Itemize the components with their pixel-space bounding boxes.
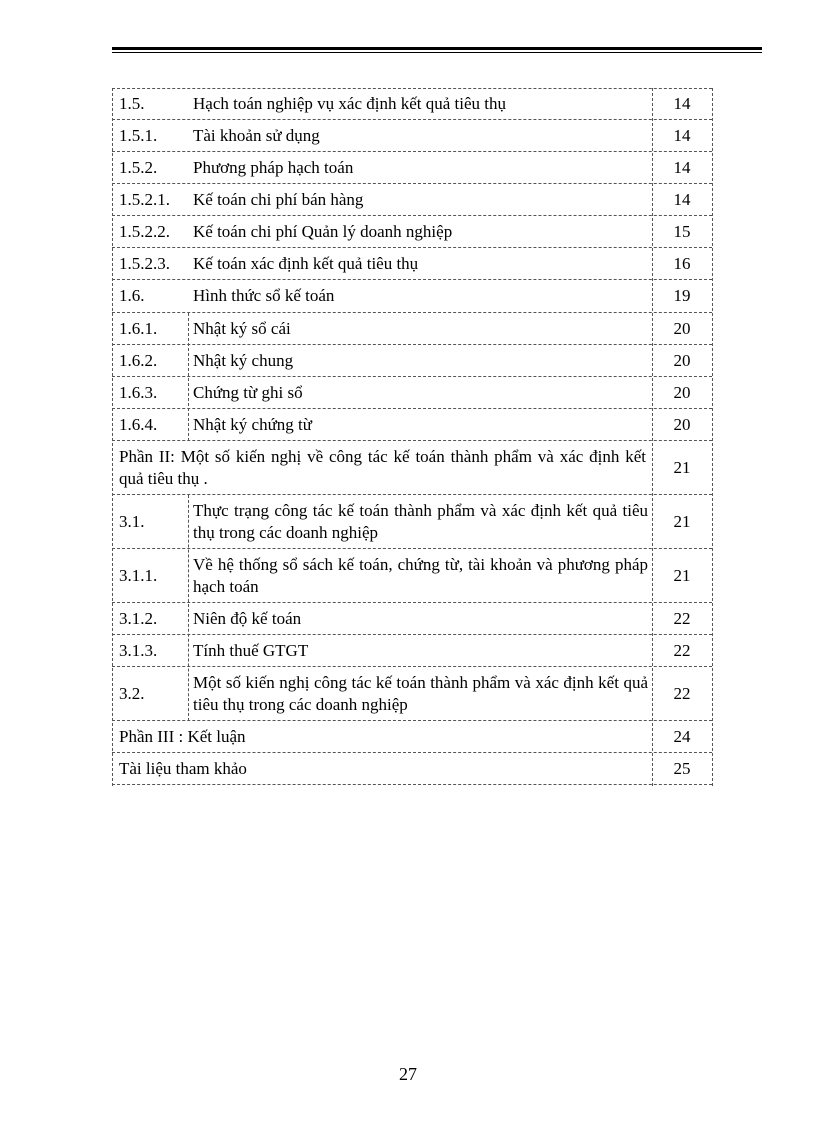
toc-entry-number-label: 1.6. [119,286,145,305]
toc-entry-number-label: 1.5.2.2. [119,221,170,241]
toc-entry-number-label: 1.5. [119,94,145,113]
toc-entry-label: Tài liệu tham khảo [119,758,247,778]
toc-entry-label: Kế toán xác định kết quả tiêu thụ [193,253,419,273]
toc-entry-label: Kế toán chi phí bán hàng [193,189,364,209]
toc-entry-number-label: 1.5.1. [119,125,158,145]
toc-entry-label: Phần II: Một số kiến nghị về công tác kế toán thành phẩm và xác định kết quả tiêu thụ . [119,446,646,488]
toc-row [112,88,712,120]
toc-entry-page-label: 24 [673,726,691,746]
toc-entry-page [652,89,712,119]
header-rule-thick [112,47,762,50]
toc-entry-page-label: 20 [673,318,691,338]
toc-row [112,549,712,603]
toc-row [112,345,712,377]
toc-row [112,667,712,721]
toc-entry-text [193,280,648,312]
toc-entry-number [119,495,189,548]
toc-border-page-column [652,88,653,786]
toc-row [112,313,712,345]
toc-entry-label: Nhật ký sổ cái [193,318,291,338]
toc-entry-label: Niên độ kế toán [193,608,302,628]
toc-entry-label: Hình thức sổ kế toán [193,286,335,305]
toc-row [112,120,712,152]
toc-row [112,495,712,549]
toc-entry-page [652,120,712,151]
toc-entry-number [119,184,189,215]
toc-entry-page-label: 14 [673,94,691,113]
toc-entry-number-label: 1.6.2. [119,350,158,370]
toc-entry-label: Phần III : Kết luận [119,726,246,746]
toc-entry-page [652,441,712,494]
toc-row [112,216,712,248]
toc-entry-label: Nhật ký chung [193,350,294,370]
toc-entry-label: Chứng từ ghi sổ [193,382,303,402]
toc-entry-page [652,409,712,440]
toc-entry-text [193,603,648,634]
toc-entry-label: Thực trạng công tác kế toán thành phẩm và xác định kết quả tiêu thụ trong các doanh nghiệp [193,500,648,542]
toc-entry-page [652,216,712,247]
toc-entry-text [119,721,646,752]
toc-entry-text [193,89,648,119]
toc-row [112,409,712,441]
toc-entry-page [652,152,712,183]
toc-row [112,441,712,495]
toc-entry-text [193,184,648,215]
toc-entry-page-label: 20 [673,350,691,370]
toc-inner-divider [188,495,189,721]
toc-entry-number [119,120,189,151]
toc-entry-page [652,248,712,279]
toc-entry-page [652,635,712,666]
toc-entry-number-label: 1.6.1. [119,318,158,338]
toc-entry-text [193,409,648,440]
toc-entry-number [119,248,189,279]
toc-entry-page [652,345,712,376]
toc-entry-text [119,441,646,494]
toc-inner-divider [188,313,189,441]
toc-entry-number-label: 3.1.3. [119,640,158,660]
toc-entry-number [119,549,189,602]
toc-entry-label: Một số kiến nghị công tác kế toán thành phẩm và xác định kết quả tiêu thụ trong các doanh nghiệp [193,672,648,714]
toc-entry-label: Hạch toán nghiệp vụ xác định kết quả tiêu thụ [193,94,506,113]
toc-entry-page-label: 20 [673,382,691,402]
toc-entry-number [119,152,189,183]
toc-row [112,721,712,753]
toc-entry-number [119,635,189,666]
toc-entry-text [193,495,648,548]
toc-entry-number [119,603,189,634]
toc-entry-number [119,377,189,408]
toc-entry-label: Tính thuế GTGT [193,640,309,660]
toc-entry-page-label: 22 [673,683,691,703]
toc-entry-number-label: 1.5.2.3. [119,253,170,273]
toc-entry-number-label: 1.6.4. [119,414,158,434]
toc-entry-text [193,313,648,344]
toc-entry-text [193,667,648,720]
toc-entry-number-label: 3.1.1. [119,565,158,585]
toc-row [112,753,712,785]
toc-entry-page-label: 22 [673,640,691,660]
toc-entry-page-label: 19 [673,286,691,305]
toc-entry-page-label: 21 [673,565,691,585]
toc-entry-page [652,753,712,784]
toc-entry-page-label: 15 [673,221,691,241]
toc-entry-label: Tài khoản sử dụng [193,125,320,145]
toc-entry-number [119,89,189,119]
toc-entry-page [652,667,712,720]
toc-entry-page-label: 16 [673,253,691,273]
toc-entry-text [193,216,648,247]
toc-row [112,603,712,635]
toc-entry-text [193,152,648,183]
toc-row [112,152,712,184]
toc-entry-text [193,549,648,602]
toc-entry-page-label: 20 [673,414,691,434]
toc-entry-number-label: 3.1.2. [119,608,158,628]
toc-entry-number [119,667,189,720]
toc-row [112,280,712,313]
toc-entry-number [119,280,189,312]
toc-entry-number [119,216,189,247]
toc-entry-page-label: 22 [673,608,691,628]
toc-entry-text [119,753,646,784]
toc-entry-page [652,549,712,602]
toc-entry-number-label: 1.5.2. [119,157,158,177]
toc-entry-number [119,409,189,440]
toc-entry-page-label: 21 [673,457,691,477]
toc-entry-text [193,248,648,279]
header-double-rule [112,47,762,53]
header-rule-thin [112,52,762,53]
toc-entry-page [652,184,712,215]
toc-row [112,248,712,280]
toc-entry-number-label: 3.2. [119,683,145,703]
table-of-contents [112,88,712,785]
toc-entry-label: Phương pháp hạch toán [193,157,354,177]
toc-entry-label: Về hệ thống sổ sách kế toán, chứng từ, tài khoản và phương pháp hạch toán [193,554,648,596]
toc-entry-page [652,721,712,752]
toc-entry-page [652,313,712,344]
toc-entry-page-label: 14 [673,157,691,177]
toc-row [112,377,712,409]
page-number: 27 [399,1064,417,1084]
toc-entry-page [652,280,712,312]
toc-entry-number [119,345,189,376]
toc-row [112,184,712,216]
toc-border-left [112,88,113,786]
toc-entry-text [193,345,648,376]
toc-entry-page [652,495,712,548]
toc-entry-page-label: 14 [673,125,691,145]
toc-entry-text [193,635,648,666]
toc-entry-page-label: 25 [673,758,691,778]
toc-entry-text [193,120,648,151]
toc-entry-label: Kế toán chi phí Quản lý doanh nghiệp [193,221,453,241]
toc-row [112,635,712,667]
toc-border-right [712,88,713,786]
toc-entry-text [193,377,648,408]
toc-entry-number-label: 1.6.3. [119,382,158,402]
toc-entry-page [652,377,712,408]
toc-entry-label: Nhật ký chứng từ [193,414,312,434]
toc-entry-number-label: 1.5.2.1. [119,189,170,209]
toc-entry-page [652,603,712,634]
toc-entry-number-label: 3.1. [119,511,145,531]
toc-entry-page-label: 14 [673,189,691,209]
toc-entry-number [119,313,189,344]
toc-entry-page-label: 21 [673,511,691,531]
